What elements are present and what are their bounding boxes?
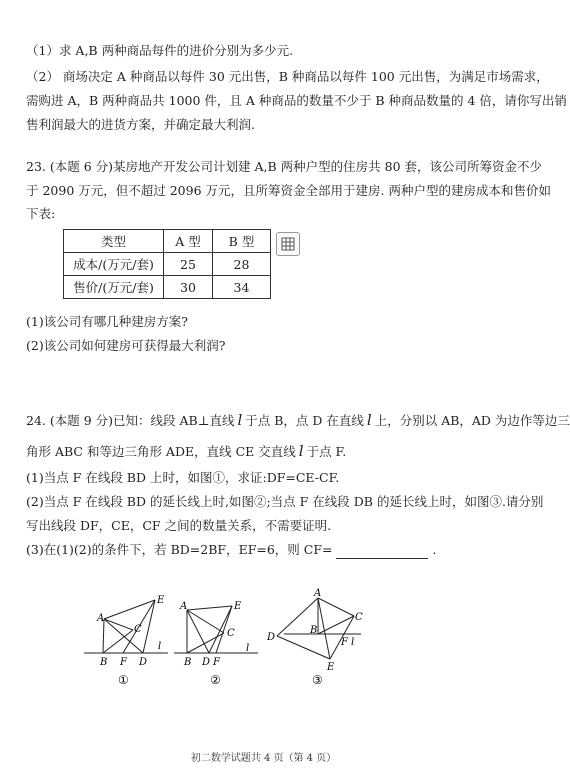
point-label: D: [202, 657, 211, 668]
figure-2: [172, 592, 272, 692]
table-header-cell: 类型: [64, 230, 164, 253]
q24-stem-part-b: 于点 B，点 D 在直线: [245, 413, 364, 428]
answer-blank[interactable]: [336, 546, 428, 559]
point-label: B: [310, 625, 318, 636]
figure-caption: ①: [118, 673, 129, 687]
q24-stem-part-c: 上，分别以 AB，AD 为边作等边三: [374, 413, 570, 428]
q24-stem-part-e: 于点 F.: [306, 444, 347, 459]
point-label: E: [327, 662, 335, 673]
point-label: F: [213, 657, 220, 668]
table-cell: 25: [164, 253, 213, 276]
point-label: A: [314, 588, 322, 599]
q23-stem-line1: 23. (本题 6 分)某房地产开发公司计划建 A,B 两种户型的住房共 80 套，该公司所筹资金不少: [26, 159, 542, 174]
point-label: E: [234, 601, 242, 612]
q24-stem-part-a: 24. (本题 9 分)已知：线段 AB⊥直线: [26, 413, 235, 428]
q24-sub3: [26, 541, 436, 559]
q23-sub2: (2)该公司如何建房可获得最大利润?: [26, 338, 226, 353]
q22-part2-line2: 需购进 A，B 两种商品共 1000 件，且 A 种商品的数量不少于 B 种商品数量的 4 倍，请你写出销: [26, 93, 567, 108]
point-label: F: [120, 657, 127, 668]
table-cell: 34: [213, 276, 271, 299]
point-label: B: [184, 657, 192, 668]
q23-stem-line2: 于 2090 万元，但不超过 2096 万元，且所筹资金全部用于建房. 两种户型的建房成本和售价如: [26, 183, 551, 198]
q24-sub1: (1)当点 F 在线段 BD 上时，如图①，求证:DF=CE-CF.: [26, 470, 340, 485]
table-header-cell: B 型: [213, 230, 271, 253]
page-footer: 初二数学试题共 4 页（第 4 页）: [190, 753, 337, 764]
line-label: l: [158, 641, 162, 652]
table-row: [64, 253, 271, 276]
q24-stem-line1: [26, 411, 570, 430]
q24-stem-part-d: 角形 ABC 和等边三角形 ADE，直线 CE 交直线: [26, 444, 296, 459]
table-row: [64, 276, 271, 299]
point-label: A: [97, 613, 105, 624]
q24-sub2-line1: (2)当点 F 在线段 BD 的延长线上时,如图②;当点 F 在线段 DB 的延长线上时，如图③.请分别: [26, 494, 544, 509]
figure-3: [262, 584, 362, 692]
q22-part2-line3: 售利润最大的进货方案，并确定最大利润.: [26, 117, 255, 132]
table-cell: 成本/(万元/套): [64, 253, 164, 276]
cost-price-table: [63, 229, 271, 299]
figure-caption: ③: [312, 673, 323, 687]
q24-sub3-end: .: [432, 542, 437, 557]
figure-caption: ②: [210, 673, 221, 687]
q23-sub1: (1)该公司有哪几种建房方案?: [26, 314, 188, 329]
point-label: C: [355, 612, 363, 623]
table-header-row: [64, 230, 271, 253]
line-label: l: [246, 643, 250, 654]
line-l-symbol: l: [237, 411, 243, 429]
table-grid-icon[interactable]: [276, 232, 300, 256]
point-label: D: [139, 657, 148, 668]
q24-sub2-line2: 写出线段 DF，CE，CF 之间的数量关系，不需要证明.: [26, 518, 332, 533]
line-l-symbol: l: [298, 442, 304, 460]
q22-part1: （1）求 A,B 两种商品每件的进价分别为多少元.: [26, 43, 294, 58]
figure-1: [82, 592, 182, 692]
q24-stem-line2: [26, 442, 346, 461]
table-cell: 售价/(万元/套): [64, 276, 164, 299]
q23-stem-line3: 下表:: [26, 206, 56, 221]
table-header-cell: A 型: [164, 230, 213, 253]
point-label: A: [180, 601, 188, 612]
point-label: B: [100, 657, 108, 668]
point-label: C: [227, 628, 235, 639]
point-label: D: [267, 632, 276, 643]
point-label: C: [134, 624, 142, 635]
table-cell: 30: [164, 276, 213, 299]
table-cell: 28: [213, 253, 271, 276]
q24-sub3-text: (3)在(1)(2)的条件下，若 BD=2BF，EF=6，则 CF=: [26, 542, 333, 557]
line-l-symbol: l: [366, 411, 372, 429]
q22-part2-line1: （2） 商场决定 A 种商品以每件 30 元出售，B 种商品以每件 100 元出售，为满足市场需求，: [26, 69, 549, 84]
point-label: E: [157, 595, 165, 606]
line-label: l: [351, 637, 355, 648]
point-label: F: [341, 637, 348, 648]
